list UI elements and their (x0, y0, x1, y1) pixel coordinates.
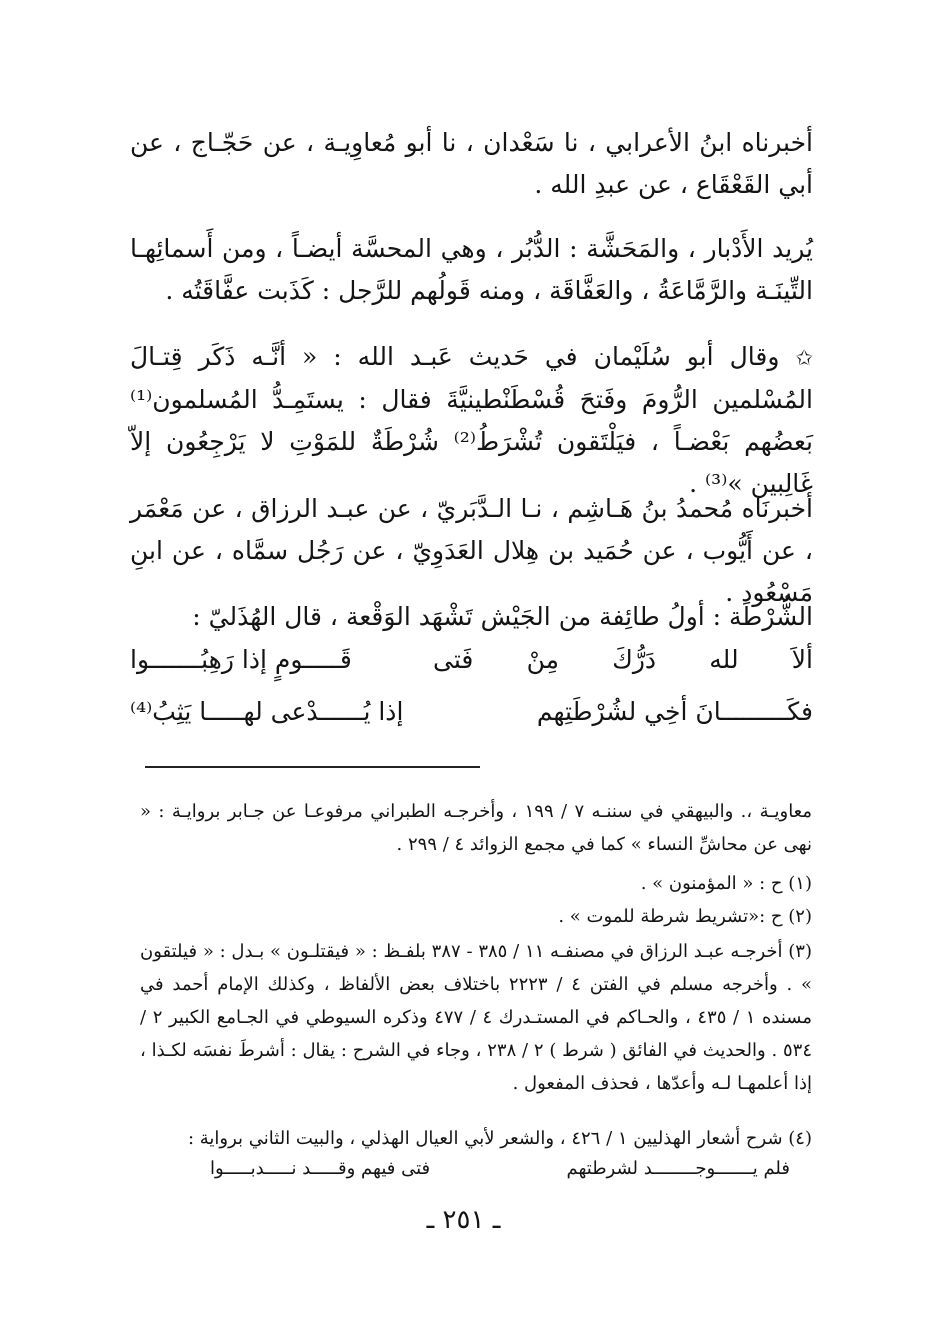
poem-line-1-second-half: قَـــــومٍ إذا رَهِبُـــــــوا (130, 645, 352, 674)
paragraph-definition-1: يُريد الأَدْبار ، والمَحَشَّة : الدُّبُر ، وهي المحسَّة أيضـاً ، ومن أَسمائِهـا التِّينَـة والرَّمَّاعَةُ ، والعَفَّاقَة ، ومنه قَولُهم للرَّجل : كَذَبت عفَّاقَتُه . (130, 234, 813, 305)
page-number: ـ ٢٥١ ـ (426, 1205, 501, 1235)
footnote-4-poem (140, 1158, 790, 1191)
paragraph-isnad-1: أخبرناه ابنُ الأعرابي ، نا سَعْدان ، نا أبو مُعاوِيـة ، عن حَجّـاج ، عن أبي القَعْقَاع ، عن عبدِ الله . (130, 128, 813, 199)
poem-line-1-first-half (433, 645, 813, 674)
poem-word: دَرُّكَ (612, 645, 657, 674)
footnote-4-poem-first-half: فلم يـــــــوجــــــــد لشرطتهم (566, 1158, 790, 1179)
footnote-continuation: معاويـة ،. والبيهقي في سننـه ٧ / ١٩٩ ، وأخرجـه الطبراني مرفوعـا عن جـابر بروايـة : « نهى عن محاشِّ النساء » كما في مجمع الزوائد ٤ / ٢٩٩ . (140, 801, 813, 855)
poem-line-2-first-half: فكَـــــــــانَ أخِي لشُرْطَتِهم (536, 697, 813, 726)
footnote-divider (145, 766, 480, 768)
poem-word: ألاَ (791, 645, 813, 674)
footnote-4-poem-second-half: فتى فيهم وقـــــد نـــــدبـــــوا (210, 1158, 431, 1179)
footnote-2: (٢) ح :«تشريط شرطة للموت » . (558, 906, 812, 927)
paragraph-hadith-text: وقال أبو سُلَيْمان في حَديث عَبـد الله : « أنَّـه ذَكَر قِتـالَ المُسْلمين الرُّومَ وفَتحَ قُسْطَنْطينيَّةَ فقال : يستَمِـدُّ المُسلمون⁽¹⁾ بَعضُهم بَعْضـاً ، فيَلْتَقون تُشْرَطُ⁽²⁾ شُرْطَةٌ للمَوْتِ لا يَرْجِعُون إلاّ غَالِبين »⁽³⁾ . (130, 342, 813, 498)
poem-word: لله (709, 645, 739, 674)
poem-line-2-second-half: إذا يُــــــدْعى لهـــــا يَثِبُ⁽⁴⁾ (130, 697, 404, 726)
paragraph-hadith (130, 336, 813, 505)
paragraph-isnad-2: أخبرنَاه مُحمدُ بنُ هَـاشِم ، نـا الـدَّبَريّ ، عن عبـد الرزاق ، عن مَعْمَر ، عن أَيُّوب ، عن حُمَيد بن هِلال العَدَوِيّ ، عن رَجُل سمَّاه ، عن ابنِ مَسْعُود . (130, 494, 813, 607)
poem-line-1 (130, 645, 813, 685)
footnote-1: (١) ح : « المؤمنون » . (640, 873, 812, 894)
poem-word: مِنْ (526, 645, 560, 674)
star-marker: ✩ (795, 346, 813, 370)
footnote-4: (٤) شرح أشعار الهذليين ١ / ٤٢٦ ، والشعر لأبي العيال الهذلي ، والبيت الثاني برواية : (187, 1128, 812, 1149)
poem-line-2 (130, 697, 813, 737)
poem-word: فَتى (433, 645, 474, 674)
footnote-3: (٣) أخرجـه عبـد الرزاق في مصنفـه ١١ / ٣٨٥ - ٣٨٧ بلفـظ : « فيقتلـون » بـدل : « فيلتقون » . وأخرجه مسلم في الفتن ٤ / ٢٢٢٣ باختلاف بعض الألفاظ ، وكذلك الإمام أحمد في مسنده ١ / ٤٣٥ ، والحـاكم في المستـدرك ٤ / ٤٧٧ وذكره السيوطي في الجـامع الكبير ٢ / ٥٣٤ . والحديث في الفائق ( شرط ) ٢ / ٢٣٨ ، وجاء في الشرح : يقال : أشرطَ نفسَه لكـذا ، إذا أعلمهـا لـه وأعدّها ، فحذف المفعول . (140, 941, 812, 1094)
paragraph-definition-2: الشُّرْطَة : أولُ طائِفة من الجَيْش تَشْهَد الوَقْعة ، قال الهُذَليّ : (192, 602, 813, 631)
